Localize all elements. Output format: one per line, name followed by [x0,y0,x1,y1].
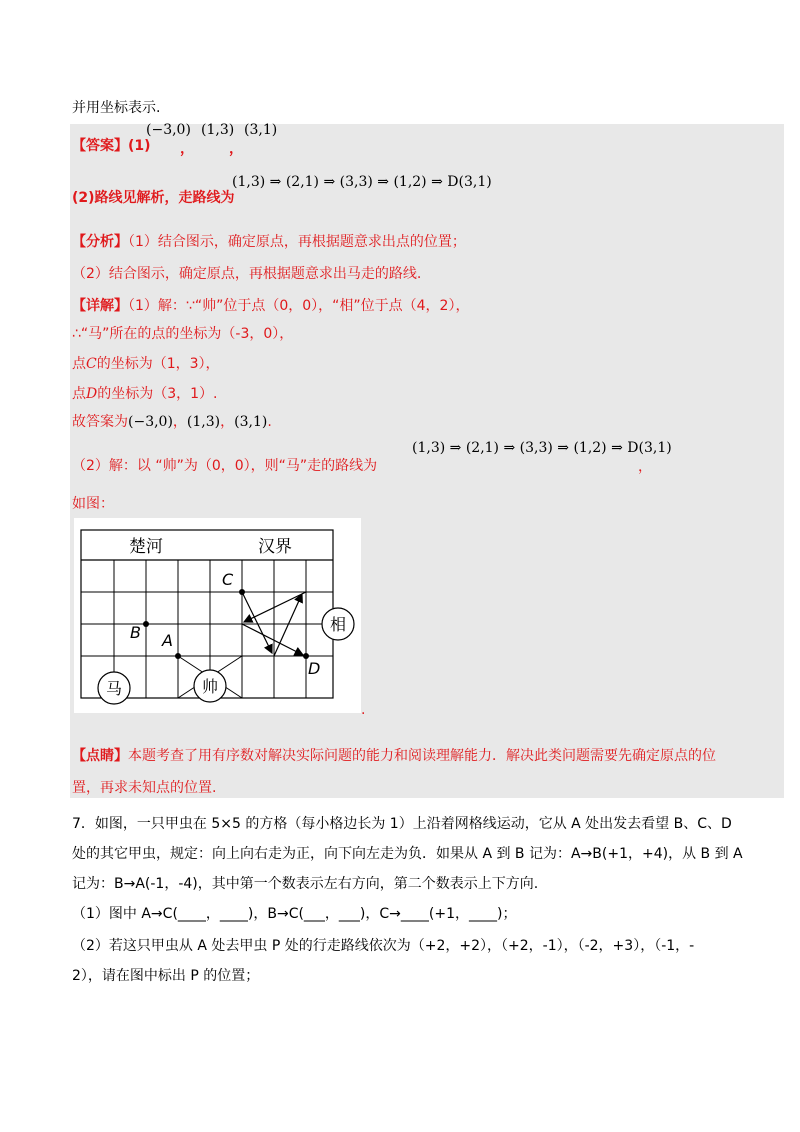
chess-board-figure [74,518,374,718]
detail-line-2: ∴“马”所在的点的坐标为（-3，0）， [72,326,294,342]
analysis-line-1 [72,232,466,252]
problem7-line-4: （1）图中 A→C(____，____)，B→C(___，___)，C→____(+1，____)； [72,906,517,922]
comment-line-1 [72,746,716,766]
answer-tag: 【答案】 [72,138,128,154]
analysis-tag: 【分析】 [72,234,128,250]
detail-line-5-end: . [267,414,272,430]
point-a [175,653,181,659]
answer-comma-2: ， [229,141,243,157]
answer-coord-1: (−3,0) [146,122,191,138]
detail-line-6-end: ， [638,459,652,475]
detail-var-d: D [86,386,98,402]
answer-comma-1: ， [180,141,194,157]
piece-xiang-text: 相 [329,615,347,634]
answer-route: (1,3) ⇒ (2,1) ⇒ (3,3) ⇒ (1,2) ⇒ D(3,1) [232,174,492,190]
header-right-text: 汉界 [258,537,292,557]
detail-line-3 [72,354,220,374]
answer-coord-2: (1,3) [201,122,235,138]
label-d: D [308,659,321,678]
figure-trailing-period: . [361,702,366,718]
problem7-line-3: 记为：B→A(-1，-4)，其中第一个数表示左右方向，第二个数表示上下方向. [72,876,539,892]
comment-tag: 【点睛】 [72,748,128,764]
detail-line-7: 如图： [72,496,114,512]
detail-line-3-post: 的坐标为（1，3）， [96,356,220,372]
detail-line-6: （2）解：以 “帅”为（0，0），则“马”走的路线为 [72,458,378,474]
detail-line-4-post: 的坐标为（3，1）. [97,386,218,402]
detail-route: (1,3) ⇒ (2,1) ⇒ (3,3) ⇒ (1,2) ⇒ D(3,1) [412,440,672,456]
answer-coord-3: (3,1) [244,122,278,138]
answer-line-2: (2)路线见解析，走路线为 [72,190,235,206]
piece-shuai-text: 帅 [201,677,219,696]
label-c: C [222,570,234,589]
detail-comma-1: ， [172,414,187,430]
problem7-line-2: 处的其它甲虫，规定：向上向右走为正，向下向左走为负．如果从 A 到 B 记为：A→B(+1，+4)，从 B 到 A [72,846,743,862]
point-b [143,621,149,627]
detail-var-c: C [86,356,97,372]
problem7-line-1: 7．如图，一只甲虫在 5×5 的方格（每小格边长为 1）上沿着网格线运动，它从 A 处出发去看望 B、C、D [72,816,732,832]
detail-coord-1: (−3,0) [128,414,173,430]
label-a: A [162,631,173,650]
answer-part1-prefix: (1) [128,138,151,154]
detail-coord-2: (1,3) [186,414,221,430]
problem7-line-6: 2），请在图中标出 P 的位置； [72,968,260,984]
detail-line-3-pre: 点 [72,356,86,372]
analysis-line-2: （2）结合图示，确定原点，再根据题意求出马走的路线. [72,266,422,282]
intro-line: 并用坐标表示. [72,100,161,116]
detail-line-5-pre: 故答案为 [72,414,128,430]
detail-line-1 [72,296,469,316]
comment-line-2: 置，再求未知点的位置. [72,780,217,796]
detail-coord-3: (3,1) [234,414,268,430]
detail-comma-2: ， [220,414,235,430]
detail-line-4-pre: 点 [72,386,86,402]
comment-text-1: 本题考查了用有序数对解决实际问题的能力和阅读理解能力．解决此类问题需要先确定原点的位 [128,748,716,764]
label-b: B [130,623,141,642]
analysis-text-1: （1）结合图示，确定原点，再根据题意求出点的位置； [128,234,466,250]
detail-line-5 [72,412,272,432]
point-c [239,589,245,595]
header-left-text: 楚河 [129,537,163,557]
answer-line-1 [72,136,151,156]
detail-line-4 [72,384,218,404]
detail-text-1: （1）解：∵“帅”位于点（0，0），“相”位于点（4，2）， [128,298,470,314]
piece-ma-text: 马 [105,679,123,698]
problem7-line-5: （2）若这只甲虫从 A 处去甲虫 P 处的行走路线依次为（+2，+2），（+2，-1），（-2，+3），（-1，- [72,938,695,954]
detail-tag: 【详解】 [72,298,128,314]
